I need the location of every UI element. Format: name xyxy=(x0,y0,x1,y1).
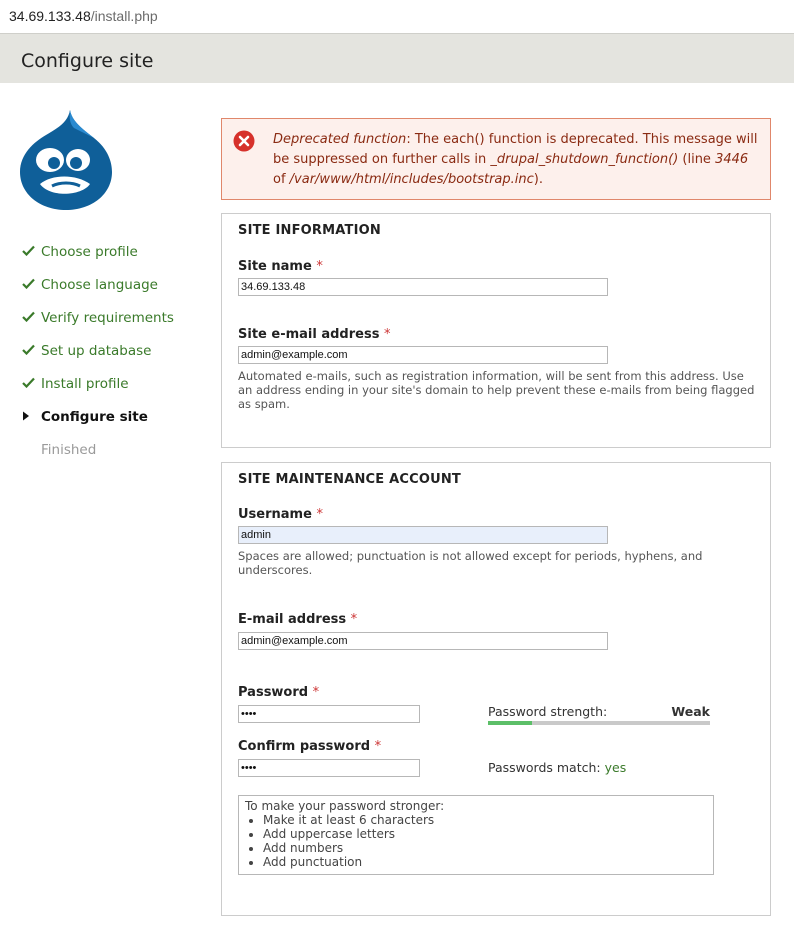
step-item xyxy=(22,277,174,310)
step-label: Set up database xyxy=(41,343,152,359)
required-marker: * xyxy=(312,685,320,700)
account-email-label xyxy=(238,612,357,627)
drupal-logo xyxy=(18,108,114,212)
site-email-description: Automated e-mails, such as registration information, will be sent from this address. Use an address ending in your site's domain to help prevent these e-mails from being flagged as spam. xyxy=(238,369,755,411)
site-name-label-text: Site name xyxy=(238,259,312,274)
site-name-input[interactable]: 34.69.133.48 xyxy=(238,278,608,296)
password-label xyxy=(238,685,319,700)
password-strength-label: Password strength: xyxy=(488,704,608,719)
required-marker: * xyxy=(350,612,358,627)
site-email-label xyxy=(238,327,390,342)
step-label: Finished xyxy=(41,442,97,458)
password-suggestions xyxy=(238,795,714,875)
step-item xyxy=(22,376,174,409)
passwords-match-label: Passwords match: xyxy=(488,760,601,775)
required-marker: * xyxy=(316,507,323,522)
step-label: Choose profile xyxy=(41,244,138,260)
password-label-text: Password xyxy=(238,685,309,700)
step-label: Install profile xyxy=(41,376,129,392)
step-item xyxy=(22,409,174,442)
step-item xyxy=(22,244,174,277)
site-email-label-text: Site e-mail address xyxy=(238,327,380,342)
step-item xyxy=(22,343,174,376)
site-name-label xyxy=(238,259,323,274)
step-label: Choose language xyxy=(41,277,158,293)
password-strength-fill xyxy=(488,721,532,725)
site-maintenance-account-fieldset xyxy=(221,462,771,916)
confirm-password-label-text: Confirm password xyxy=(238,739,371,754)
username-label xyxy=(238,507,323,522)
url-host: 34.69.133.48 xyxy=(9,8,91,24)
error-text-part: : The each() function is deprecated. This message will be suppressed on further calls in xyxy=(273,132,758,167)
error-text-part: of xyxy=(273,172,290,187)
checkmark-icon xyxy=(22,277,41,293)
page-header xyxy=(0,33,794,83)
checkmark-icon xyxy=(22,376,41,392)
error-text xyxy=(273,130,763,190)
error-text-part: (line xyxy=(678,152,716,167)
passwords-match xyxy=(488,760,626,775)
password-suggestions-title: To make your password stronger: xyxy=(245,799,445,813)
site-information-fieldset xyxy=(221,213,771,448)
error-type: Deprecated function xyxy=(273,132,407,147)
username-input[interactable]: admin xyxy=(238,526,608,544)
step-item xyxy=(22,442,174,475)
password-suggestion-item: • Add uppercase letters xyxy=(263,827,707,841)
checkmark-icon xyxy=(22,310,41,326)
url-path: /install.php xyxy=(90,8,158,24)
error-line: 3446 xyxy=(715,152,749,167)
password-input[interactable]: •••• xyxy=(238,705,420,723)
password-strength-bar xyxy=(488,721,710,725)
address-bar[interactable] xyxy=(0,0,794,33)
required-marker: * xyxy=(374,739,382,754)
required-marker: * xyxy=(316,259,323,274)
password-suggestion-item: • Add numbers xyxy=(263,841,707,855)
install-steps xyxy=(22,244,174,475)
site-email-input[interactable]: admin@example.com xyxy=(238,346,608,364)
password-suggestion-item: • Make it at least 6 characters xyxy=(263,813,707,827)
password-suggestions-list xyxy=(245,813,707,869)
required-marker: * xyxy=(383,327,391,342)
error-text-part: ). xyxy=(533,172,543,187)
step-label: Configure site xyxy=(41,409,148,425)
error-message xyxy=(221,118,771,200)
password-strength-value: Weak xyxy=(671,704,710,719)
step-item xyxy=(22,310,174,343)
checkmark-icon xyxy=(22,244,41,260)
checkmark-icon xyxy=(22,343,41,359)
error-function: _drupal_shutdown_function() xyxy=(490,152,679,167)
step-label: Verify requirements xyxy=(41,310,174,326)
passwords-match-value: yes xyxy=(604,760,627,775)
error-file: /var/www/html/includes/bootstrap.inc xyxy=(289,172,534,187)
account-email-label-text: E-mail address xyxy=(238,612,347,627)
username-description: Spaces are allowed; punctuation is not allowed except for periods, hyphens, and underscores. xyxy=(238,549,703,577)
account-email-input[interactable]: admin@example.com xyxy=(238,632,608,650)
current-step-arrow-icon xyxy=(22,409,41,425)
site-maintenance-legend: SITE MAINTENANCE ACCOUNT xyxy=(238,472,462,487)
confirm-password-input[interactable]: •••• xyxy=(238,759,420,777)
password-suggestion-item: • Add punctuation xyxy=(263,855,707,869)
error-icon xyxy=(233,130,255,152)
site-information-legend: SITE INFORMATION xyxy=(238,223,381,238)
page-title: Configure site xyxy=(21,50,154,72)
confirm-password-label xyxy=(238,739,381,754)
username-label-text: Username xyxy=(238,507,312,522)
